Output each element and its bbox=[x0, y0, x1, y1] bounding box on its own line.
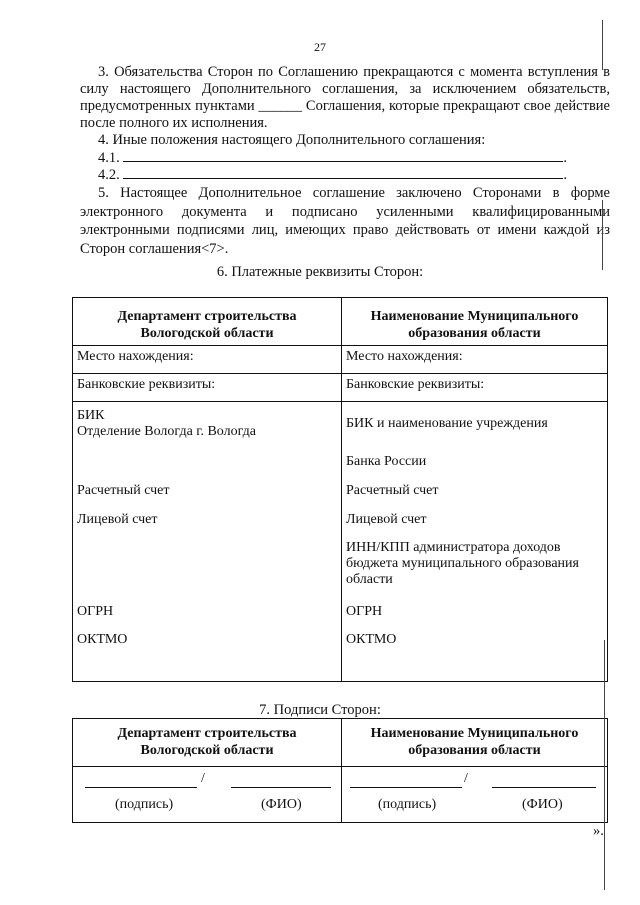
left-bik: БИК bbox=[77, 408, 105, 423]
paragraph-3: 3. Обязательства Сторон по Соглашению прекращаются с момента вступления в силу настоящего Дополнительного соглашения, за исключением обязательств, предусмотренных пунктами ______ Соглашения, которые прекращают свое действие после полного их исполнения. bbox=[80, 64, 610, 131]
page-number: 27 bbox=[314, 40, 326, 54]
scan-margin-line-3 bbox=[604, 640, 605, 890]
left-sign-label: (подпись) bbox=[115, 797, 174, 812]
payment-details-table bbox=[72, 297, 608, 682]
right-oktmo: ОКТМО bbox=[346, 632, 397, 647]
right-ogrn: ОГРН bbox=[346, 604, 383, 619]
table6-right-location: Место нахождения: bbox=[342, 346, 608, 374]
table6-right-details bbox=[342, 402, 608, 682]
item-4-2-label: 4.2. bbox=[98, 167, 120, 183]
item-4-1-dot: . bbox=[563, 150, 567, 166]
item-4-1 bbox=[98, 149, 567, 167]
table6-left-location: Место нахождения: bbox=[73, 346, 342, 374]
left-slash: / bbox=[201, 771, 205, 786]
item-4-2 bbox=[98, 166, 567, 184]
right-fio-label: (ФИО) bbox=[522, 797, 563, 812]
table7-left-header: Департамент строительства Вологодской области bbox=[73, 719, 342, 767]
table6-left-details bbox=[73, 402, 342, 682]
section-7-title: 7. Подписи Сторон: bbox=[259, 702, 381, 718]
item-4-2-dot: . bbox=[563, 167, 567, 183]
table7-right-header: Наименование Муниципального образования области bbox=[342, 719, 608, 767]
scan-margin-line-2 bbox=[602, 200, 603, 270]
section-6-title: 6. Платежные реквизиты Сторон: bbox=[216, 264, 424, 280]
signatures-table bbox=[72, 718, 608, 823]
right-inn-kpp: ИНН/КПП администратора доходов бюджета муниципального образования области bbox=[346, 540, 579, 587]
item-4-1-label: 4.1. bbox=[98, 150, 120, 166]
left-personal-account: Лицевой счет bbox=[77, 512, 158, 527]
left-oktmo: ОКТМО bbox=[77, 632, 128, 647]
table6-left-bank: Банковские реквизиты: bbox=[73, 374, 342, 402]
table7-right-signature bbox=[342, 767, 608, 823]
table6-right-header: Наименование Муниципального образования области bbox=[342, 298, 608, 346]
left-account: Расчетный счет bbox=[77, 483, 170, 498]
paragraph-5: 5. Настоящее Дополнительное соглашение заключено Сторонами в форме электронного документа и подписано усиленными квалифицированными электронными подписями лиц, имеющих право действовать от имени каждой из Сторон соглашения<7>. bbox=[80, 185, 610, 257]
right-sign-line bbox=[350, 787, 462, 788]
table6-left-header: Департамент строительства Вологодской области bbox=[73, 298, 342, 346]
right-bank-russia: Банка России bbox=[346, 454, 427, 469]
scan-margin-line-1 bbox=[602, 20, 603, 70]
left-fio-line bbox=[231, 787, 331, 788]
table7-left-signature bbox=[73, 767, 342, 823]
right-account: Расчетный счет bbox=[346, 483, 439, 498]
right-fio-line bbox=[492, 787, 596, 788]
item-4-2-blank bbox=[123, 166, 563, 179]
right-personal-account: Лицевой счет bbox=[346, 512, 427, 527]
closing-quote: ». bbox=[593, 823, 604, 839]
left-fio-label: (ФИО) bbox=[261, 797, 302, 812]
item-4-1-blank bbox=[123, 149, 563, 162]
right-slash: / bbox=[464, 771, 468, 786]
left-ogrn: ОГРН bbox=[77, 604, 114, 619]
table6-right-bank: Банковские реквизиты: bbox=[342, 374, 608, 402]
left-sign-line bbox=[85, 787, 197, 788]
paragraph-4: 4. Иные положения настоящего Дополнительного соглашения: bbox=[98, 132, 486, 148]
right-sign-label: (подпись) bbox=[378, 797, 437, 812]
right-bik: БИК и наименование учреждения bbox=[346, 416, 548, 431]
left-branch: Отделение Вологда г. Вологда bbox=[77, 424, 256, 439]
